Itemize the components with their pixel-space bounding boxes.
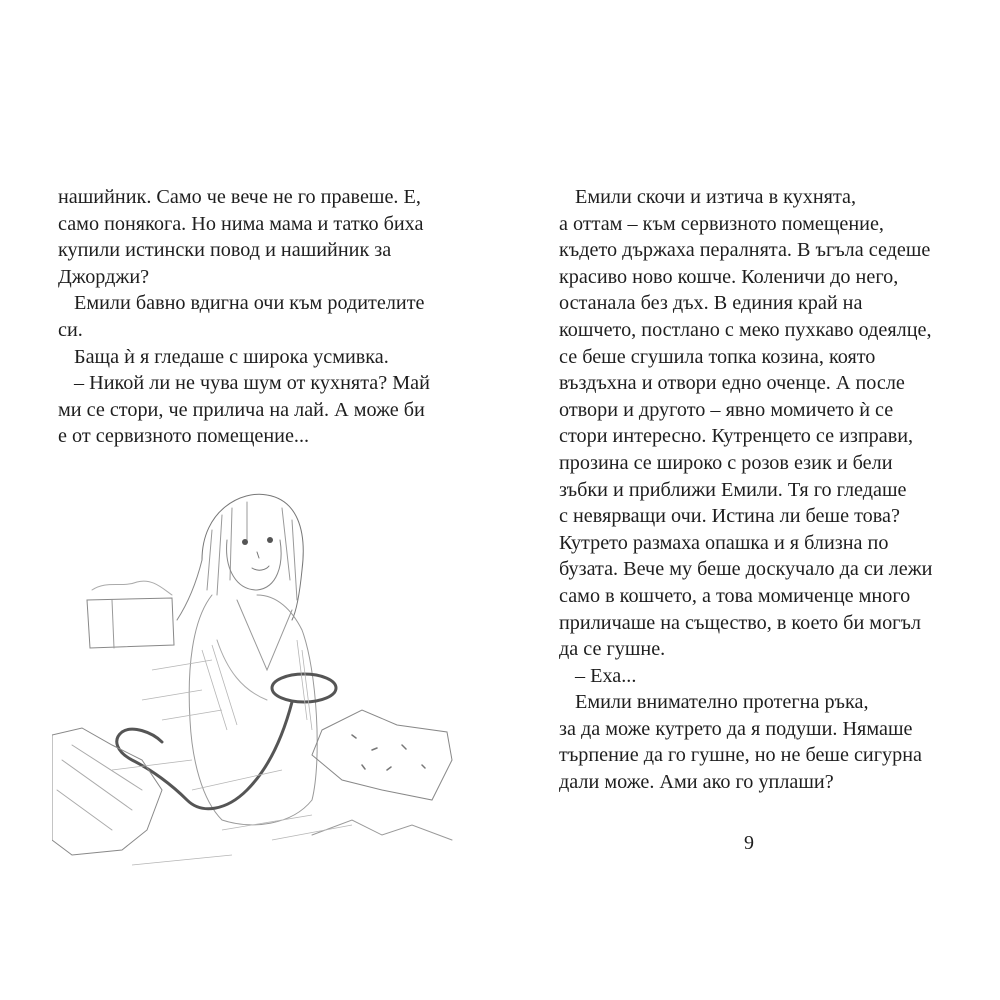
text-line: си. <box>58 318 83 341</box>
text-line: Емили бавно вдигна очи към родителите <box>74 292 425 315</box>
text-line: отвори и другото – явно момичето ѝ се <box>559 398 894 421</box>
text-line: – Еха... <box>575 664 637 687</box>
text-line: където държаха пералнята. В ъгъла седеше <box>559 239 931 262</box>
left-page-text <box>58 184 430 450</box>
text-line: Емили внимателно протегна ръка, <box>575 691 869 714</box>
text-line: зъбки и приближи Емили. Тя го гледаше <box>559 478 907 501</box>
text-line: а оттам – към сервизното помещение, <box>559 212 884 235</box>
right-page-text <box>559 184 932 796</box>
text-line: – Никой ли не чува шум от кухнята? Май <box>74 372 430 395</box>
text-line: кошчето, постлано с меко пухкаво одеялце, <box>559 318 932 341</box>
text-line: останала без дъх. В единия край на <box>559 292 863 315</box>
text-line: за да може кутрето да я подуши. Нямаше <box>559 717 913 740</box>
text-line: Баща ѝ я гледаше с широка усмивка. <box>74 345 389 368</box>
text-line: само в кошчето, а това момиченце много <box>559 584 911 607</box>
text-line: приличаше на същество, в което би могъл <box>559 611 921 634</box>
text-line: дали може. Ами ако го уплаши? <box>559 771 834 794</box>
right-page <box>500 0 1000 1000</box>
text-line: с невярващи очи. Истина ли беше това? <box>559 505 900 528</box>
text-line: прозина се широко с розов език и бели <box>559 451 893 474</box>
text-line: стори интересно. Кутренцето се изправи, <box>559 425 914 448</box>
text-line: Джорджи? <box>58 265 150 288</box>
text-line: въздъхна и отвори едно оченце. А после <box>559 372 905 395</box>
text-line: бузата. Вече му беше доскучало да си лежи <box>559 558 933 581</box>
text-line: да се гушне. <box>559 638 666 661</box>
text-line: търпение да го гушне, но не беше сигурна <box>559 744 922 767</box>
girl-with-leash-illustration <box>52 470 462 890</box>
text-line: само понякога. Но нима мама и татко биха <box>58 212 424 235</box>
text-line: ми се стори, че прилича на лай. А може би <box>58 398 425 421</box>
text-line: красиво ново кошче. Коленичи до него, <box>559 265 899 288</box>
text-line: купили истински повод и нашийник за <box>58 239 392 262</box>
text-line: Кутрето размаха опашка и я близна по <box>559 531 889 554</box>
text-line: е от сервизното помещение... <box>58 425 310 448</box>
text-line: нашийник. Само че вече не го правеше. Е, <box>58 186 421 208</box>
text-line: Емили скочи и изтича в кухнята, <box>575 186 857 208</box>
page-number: 9 <box>744 832 754 854</box>
text-line: се беше сгушила топка козина, която <box>559 345 876 368</box>
